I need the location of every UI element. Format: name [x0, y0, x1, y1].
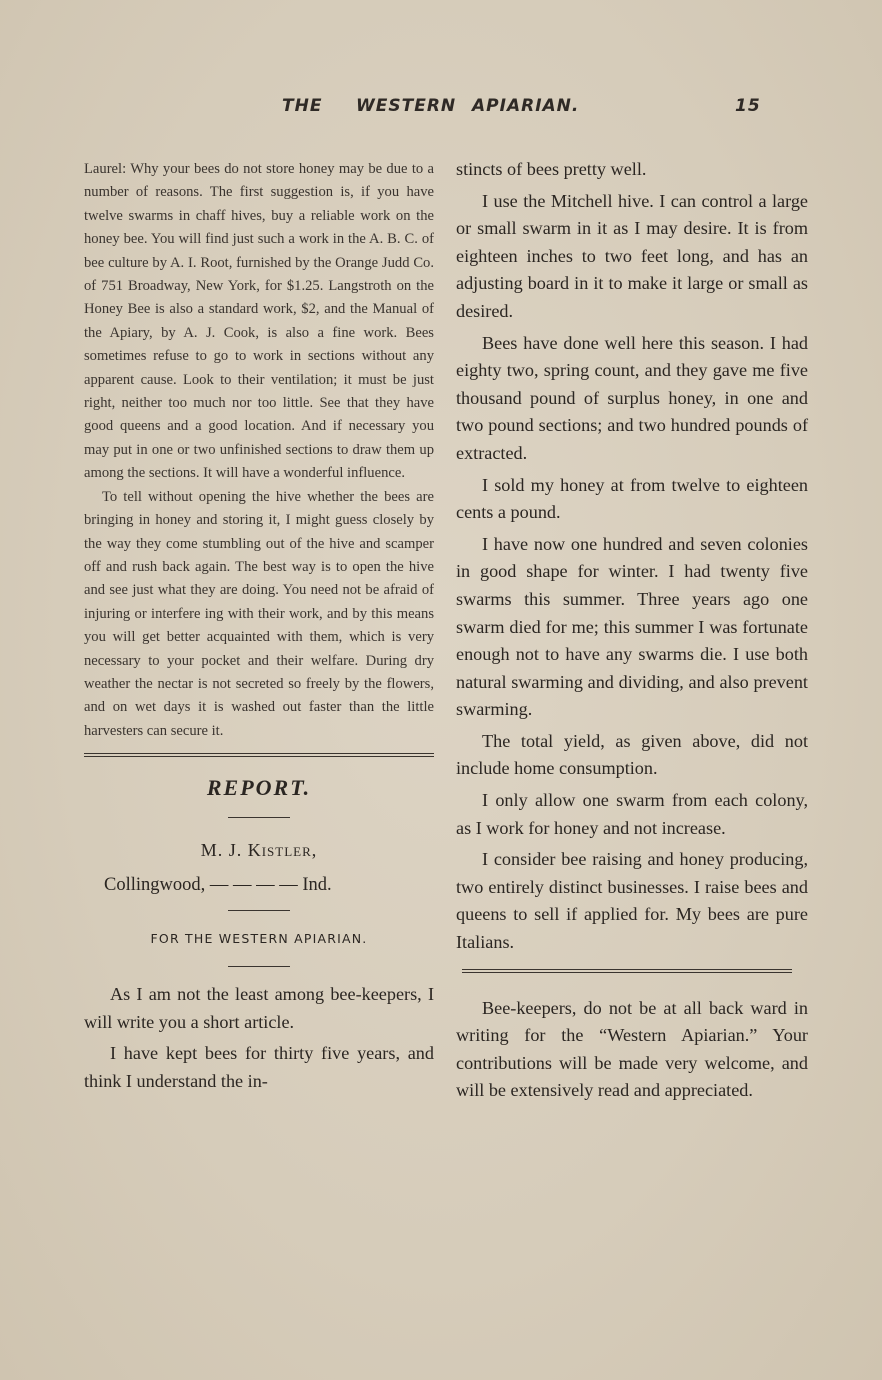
report-paragraph: I sold my honey at from twelve to eighteen cents a pound. — [456, 474, 808, 523]
report-paragraph: I only allow one swarm from each colony, as I work for honey and not increase. — [456, 790, 808, 838]
section-divider — [84, 753, 434, 757]
right-column — [456, 156, 808, 1109]
report-paragraph: As I am not the least among bee-keepers, I will write you a short article. — [84, 984, 434, 1032]
for-line: FOR THE WESTERN APIARIAN. — [150, 931, 368, 947]
report-paragraph: The total yield, as given above, did not include home consumption. — [456, 730, 808, 779]
header-western: WESTERN — [356, 96, 457, 116]
short-rule — [228, 966, 290, 967]
report-location: Collingwood, — — — — Ind. — [104, 875, 332, 896]
short-rule — [228, 817, 290, 818]
notice-paragraph: Bee-keepers, do not be at all back ward in writing for the “Western Apiarian.” Your contributions will be made very welcome, and will be extensively read and appreciated. — [456, 997, 808, 1101]
section-divider — [462, 969, 792, 973]
report-paragraph: I use the Mitchell hive. I can control a large or small swarm in it as I may desire. It is from eighteen inches to two feet long, and has an adjusting board in it to make it large or small as desired. — [456, 190, 808, 321]
header-the: THE — [282, 96, 323, 116]
report-paragraph: stincts of bees pretty well. — [456, 159, 647, 179]
header-apiarian: APIARIAN. — [472, 96, 580, 116]
answer-paragraph: Laurel: Why your bees do not store honey may be due to a number of reasons. The first suggestion is, if you have twelve swarms in chaff hives, buy a reliable work on the honey bee. You will find just such a work in the A. B. C. of bee culture by A. I. Root, furnished by the Orange Judd Co. of 751 Broadway, New York, for $1.25. Langstroth on the Honey Bee is also a standard work, $2, and the Manual of the Apiary, by A. J. Cook, is also a fine work. Bees sometimes refuse to go to work in sections without any apparent cause. Look to their ventilation; it must be just right, neither too much nor too little. See that they have good queens and a good location. And if necessary you may put in one or two unfinished sections to draw them up among the sections. It will have a wonderful influence. — [84, 161, 434, 482]
short-rule — [228, 910, 290, 911]
report-paragraph: I have now one hundred and seven colonies in good shape for winter. I had twenty five swarms this summer. Three years ago one swarm died for me; this summer I was fortunate enough not to have any swarms die. I use both natural swarming and dividing, and also prevent swarming. — [456, 533, 808, 720]
report-author: M. J. Kistler, — [200, 840, 318, 861]
report-paragraph: I have kept bees for thirty five years, and think I understand the in- — [84, 1043, 434, 1091]
running-header — [0, 96, 882, 126]
left-column — [84, 158, 434, 1100]
report-title: REPORT. — [206, 775, 312, 801]
page-number: 15 — [735, 96, 761, 116]
answer-paragraph: To tell without opening the hive whether the bees are bringing in honey and storing it, I might guess closely by the way they come stumbling out of the hive and scamper off and rush back again. The best way is to open the hive and see just what they are doing. You need not be afraid of injuring or interfere ing with their work, and by this means you will get better acquainted with them, which is very necessary to your pocket and their welfare. During dry weather the nectar is not secreted so freely by the flowers, and on wet days it is washed out faster than the little harvesters can secure it. — [84, 488, 434, 739]
report-paragraph: Bees have done well here this season. I had eighty two, spring count, and they gave me five thousand pound of surplus honey, in one and two pound sections; and two hundred pounds of extracted. — [456, 332, 808, 463]
report-paragraph: I consider bee raising and honey producing, two entirely distinct businesses. I raise bees and queens to sell if applied for. My bees are pure Italians. — [456, 849, 808, 953]
